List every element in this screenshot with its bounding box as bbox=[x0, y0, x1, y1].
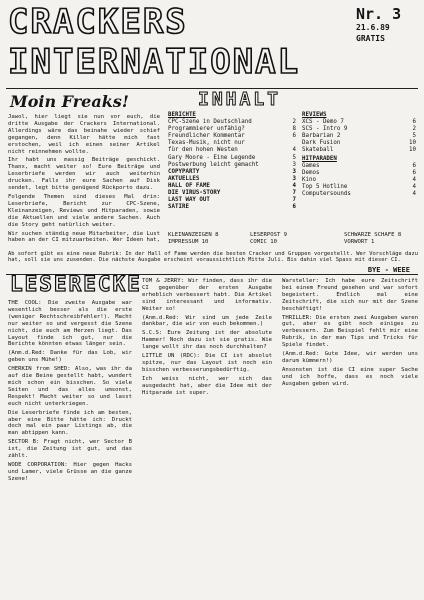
contents-entry-page: 4 bbox=[412, 183, 416, 190]
letter-paragraph: SECTOR B: Fragt nicht, wer Sector B ist, die Zeitung ist gut, und das zählt. bbox=[8, 439, 132, 460]
contents-entry bbox=[302, 191, 416, 198]
contents-entry-label: Dark Fusion bbox=[302, 140, 341, 147]
contents-entry-page: 3 bbox=[292, 161, 296, 168]
contents-entry bbox=[302, 126, 416, 133]
contents-entry-page: 2 bbox=[292, 119, 296, 126]
contents-entry-page: 5 bbox=[412, 133, 416, 140]
contents-entry-page: 8 bbox=[292, 126, 296, 133]
intro-paragraph: Ihr habt uns massig Beiträge geschickt. Thanx, macht weiter so! Eure Beiträge und Leserbriefe werden wir auch weiterhin drucken. Falls ihr eure Sachen auf Disk sendet, legt bitte genügend Rückporto dazu. bbox=[8, 157, 160, 192]
notice-signoff: BYE - WEEE bbox=[367, 266, 410, 274]
letter-paragraph: Die Leserbriefe finde ich am besten, aber eine Bitte hätte ich: Druckt doch mal ein paar Listings ab, die man abtippen kann. bbox=[8, 409, 132, 437]
letter-paragraph: (Anm.d.Red: Danke für das Lob, wir geben uns Mühe!) bbox=[8, 350, 132, 364]
letter-paragraph: THRILLER: Die ersten zwei Ausgaben waren gut, aber es gibt noch einiges zu verbessern. Zum Beispiel fehlt mir eine Rubrik, in der man Tips und Tricks für Spiele findet. bbox=[282, 314, 418, 349]
issue-number: Nr. 3 bbox=[356, 5, 402, 23]
contents-entry-page: 6 bbox=[412, 169, 416, 176]
contents-entry bbox=[168, 183, 296, 190]
contents-entry-label: Postwerbung leicht gemacht bbox=[168, 161, 259, 168]
contents-entry-label: Texas-Musik, nicht nur bbox=[168, 140, 245, 147]
contents-misc-entry: VORWORT 1 bbox=[344, 238, 375, 245]
contents-entry-label: Demos bbox=[302, 169, 320, 176]
letter-paragraph: TOM & JERRY: Wir finden, dass ihr die CI gegenüber der ersten Ausgabe erheblich verbessert habt. Die Artikel sind interessant und informativ. Weiter so! bbox=[142, 278, 272, 312]
contents-left-column bbox=[168, 111, 296, 211]
contents-entry bbox=[302, 184, 416, 191]
contents-entry-page: 10 bbox=[409, 147, 416, 154]
contents-entry-label: AKTUELLES bbox=[168, 175, 200, 182]
contents-entry-label: COPYPARTY bbox=[168, 168, 200, 175]
contents-entry-label: HALL OF FAME bbox=[168, 182, 210, 189]
issue-date: 21.6.89 bbox=[356, 23, 390, 32]
contents-entry-label: Gary Moore - Eine Legende bbox=[168, 154, 256, 161]
letter-paragraph: (Anm.d.Red: Gute Idee, wir werden uns darum kümmern!) bbox=[282, 351, 418, 364]
contents-entry bbox=[168, 176, 296, 183]
contents-entry-label: Skateball bbox=[302, 147, 334, 154]
contents-entry bbox=[302, 170, 416, 177]
contents-entry-page: 4 bbox=[292, 147, 296, 154]
letter-paragraph: S.C.S: Eure Zeitung ist der absolute Hammer! Noch dazu ist sie gratis. Wie lange wollt ihr das noch durchhalten? bbox=[142, 330, 272, 351]
contents-entry-page: 4 bbox=[292, 182, 296, 189]
intro-paragraph: Wir suchen ständig neue Mitarbeiter, die Lust haben an der CI mitzuarbeiten. Wer Ideen hat, bbox=[8, 230, 160, 242]
contents-entry bbox=[302, 133, 416, 140]
contents-entry bbox=[168, 126, 296, 133]
letter-paragraph: (Anm.d.Red: Wir sind um jede Zeile dankbar, die wir von euch bekommen.) bbox=[142, 314, 272, 328]
contents-misc-entry: IMPRESSUM 10 bbox=[168, 238, 209, 245]
contents-section-heading: BERICHTE bbox=[168, 112, 196, 118]
contents-entry bbox=[168, 147, 296, 154]
contents-entry-label: DIE VIRUS-STORY bbox=[168, 190, 221, 197]
letters-column-1 bbox=[8, 300, 132, 592]
letter-paragraph: LITTLE UN (RDC): Die CI ist absolut spitze, nur das Layout ist noch ein bisschen verbesserungsbedürftig. bbox=[142, 353, 272, 373]
contents-entry-page: 3 bbox=[292, 168, 296, 175]
contents-entry bbox=[302, 163, 416, 170]
contents-entry bbox=[168, 204, 296, 211]
contents-entry-page: 6 bbox=[412, 119, 416, 126]
contents-title: INHALT bbox=[198, 89, 282, 110]
contents-entry-label: Kino bbox=[302, 176, 316, 183]
contents-section-heading: REVIEWS bbox=[302, 112, 327, 118]
contents-entry-page: 7 bbox=[292, 190, 296, 197]
letter-paragraph: Ich weiss nicht, wer sich das ausgedacht hat, aber die Idee mit der Hitparade ist super. bbox=[142, 375, 272, 396]
contents-entry-page: 6 bbox=[412, 162, 416, 169]
intro-paragraph: Folgende Themen sind dieses Mal drin: Leserbriefe, Bericht zur CPC-Szene, Kleinanzeigen, Reviews und Hitparaden, sowie die Aktuellen und viele andere Sachen. Auch die Story geht natürlich weiter. bbox=[8, 193, 160, 228]
contents-right-column bbox=[302, 111, 416, 198]
contents-entry-label: für den hohen Westen bbox=[168, 147, 238, 154]
contents-entry-page: 6 bbox=[292, 204, 296, 211]
letter-paragraph: CHERKIN from SHED: Also, was ihr da auf die Beine gestellt habt, wundert mich schon ein bisschen. So viele Seiten und das alles umsonst, Respekt! Macht weiter so und lasst euch nicht unterkriegen. bbox=[8, 366, 132, 407]
contents-entry bbox=[168, 133, 296, 140]
contents-entry bbox=[168, 169, 296, 176]
contents-entry-label: CPC-Szene in Deutschland bbox=[168, 119, 252, 126]
letters-column-3 bbox=[282, 278, 418, 592]
contents-entry-label: Top 5 Hotline bbox=[302, 183, 348, 190]
letter-paragraph: WODE CORPORATION: Hier gegen Hacks und Lamer, viele Grüsse an die ganze Szene! bbox=[8, 461, 132, 482]
contents-section-heading: HITPARADEN bbox=[302, 155, 337, 162]
notice-text: Ab sofort gibt es eine neue Rubrik: In der Hall of Fame werden die besten Cracker und Gruppen vorgestellt. Wer Vorschläge dazu hat, soll sie uns zusenden. Die nächste Ausgabe erscheint voraussichtlich Mitte Juli. Bis dahin viel Spass mit dieser CI. bbox=[8, 251, 418, 264]
issue-info bbox=[356, 6, 420, 44]
contents-misc-entry: KLEINANZEIGEN 8 bbox=[168, 232, 219, 238]
contents-entry-page: 5 bbox=[292, 154, 296, 161]
contents-misc-entry: LESERPOST 9 bbox=[250, 232, 288, 238]
intro-text bbox=[8, 114, 160, 242]
letter-paragraph: Warsteller: Ich habe eure Zeitschrift bei einem Freund gesehen und war sofort begeistert. Endlich mal eine Zeitschrift, die sich nur mit der Szene beschäftigt! bbox=[282, 278, 418, 312]
contents-entry bbox=[302, 177, 416, 184]
contents-entry-label: LAST WAY OUT bbox=[168, 197, 210, 204]
issue-price: GRATIS bbox=[356, 34, 385, 43]
letter-paragraph: THE COOL: Die zweite Ausgabe war wesentlich besser als die erste (weniger Rechtschreibfehler!). Macht nur weiter so und vergesst die Szene nicht, die euch am Herzen liegt. Das Layout finde ich gut, nur die Berichte könnten etwas länger sein. bbox=[8, 300, 132, 348]
contents-entry-page: 2 bbox=[412, 126, 416, 133]
contents-entry-label: Programmierer unfähig? bbox=[168, 126, 245, 133]
masthead bbox=[8, 2, 348, 88]
contents-misc-entry: COMIC 10 bbox=[250, 238, 277, 245]
contents-entry bbox=[168, 190, 296, 197]
contents-entry-page: 10 bbox=[409, 140, 416, 147]
intro-paragraph: Jawol, hier liegt sie nun vor euch, die dritte Ausgabe der Crackers International. Allerdings wäre das beinahe wieder schief gegangen, denn Killer hätte mich fast erstochen, weil ich einen seiner Artikel nicht reinnehmen wollte. bbox=[8, 114, 160, 155]
letters-column-2 bbox=[142, 278, 272, 592]
contents-entry-page: 3 bbox=[292, 175, 296, 182]
intro-greeting: Moin Freaks! bbox=[10, 92, 129, 111]
contents-entry-label: SCS - Intro 9 bbox=[302, 126, 348, 133]
contents-entry bbox=[168, 197, 296, 204]
contents-entry-label: Barbarian 2 bbox=[302, 133, 341, 140]
masthead-title-line1: CRACKERS bbox=[8, 2, 188, 42]
contents-entry-label: XCS - Demo 7 bbox=[302, 119, 344, 126]
contents-entry-page: 4 bbox=[412, 191, 416, 198]
contents-entry-page: 4 bbox=[412, 176, 416, 183]
masthead-title-line2: INTERNATIONAL bbox=[8, 42, 301, 82]
contents-entry bbox=[168, 155, 296, 162]
contents-entry-label: Freundlicher Kommentar bbox=[168, 133, 245, 140]
contents-misc bbox=[168, 232, 420, 245]
contents-misc-entry: SCHWARZE SCHAFE 8 bbox=[344, 232, 402, 238]
contents-entry bbox=[168, 162, 296, 169]
contents-entry bbox=[168, 140, 296, 147]
contents-entry bbox=[168, 119, 296, 126]
contents-entry-page: 6 bbox=[292, 133, 296, 140]
contents-entry-page: 7 bbox=[292, 197, 296, 204]
contents-entry bbox=[302, 147, 416, 154]
contents-entry bbox=[302, 119, 416, 126]
letter-paragraph: Ansonsten ist die CI eine super Sache und ich hoffe, dass es noch viele Ausgaben geben wird. bbox=[282, 366, 418, 387]
contents-entry-label: SATIRE bbox=[168, 204, 189, 211]
contents-entry-label: Games bbox=[302, 162, 320, 169]
letters-title: LESERECKE bbox=[10, 272, 142, 296]
contents-entry-label: Computersounds bbox=[302, 191, 351, 198]
contents-entry bbox=[302, 140, 416, 147]
